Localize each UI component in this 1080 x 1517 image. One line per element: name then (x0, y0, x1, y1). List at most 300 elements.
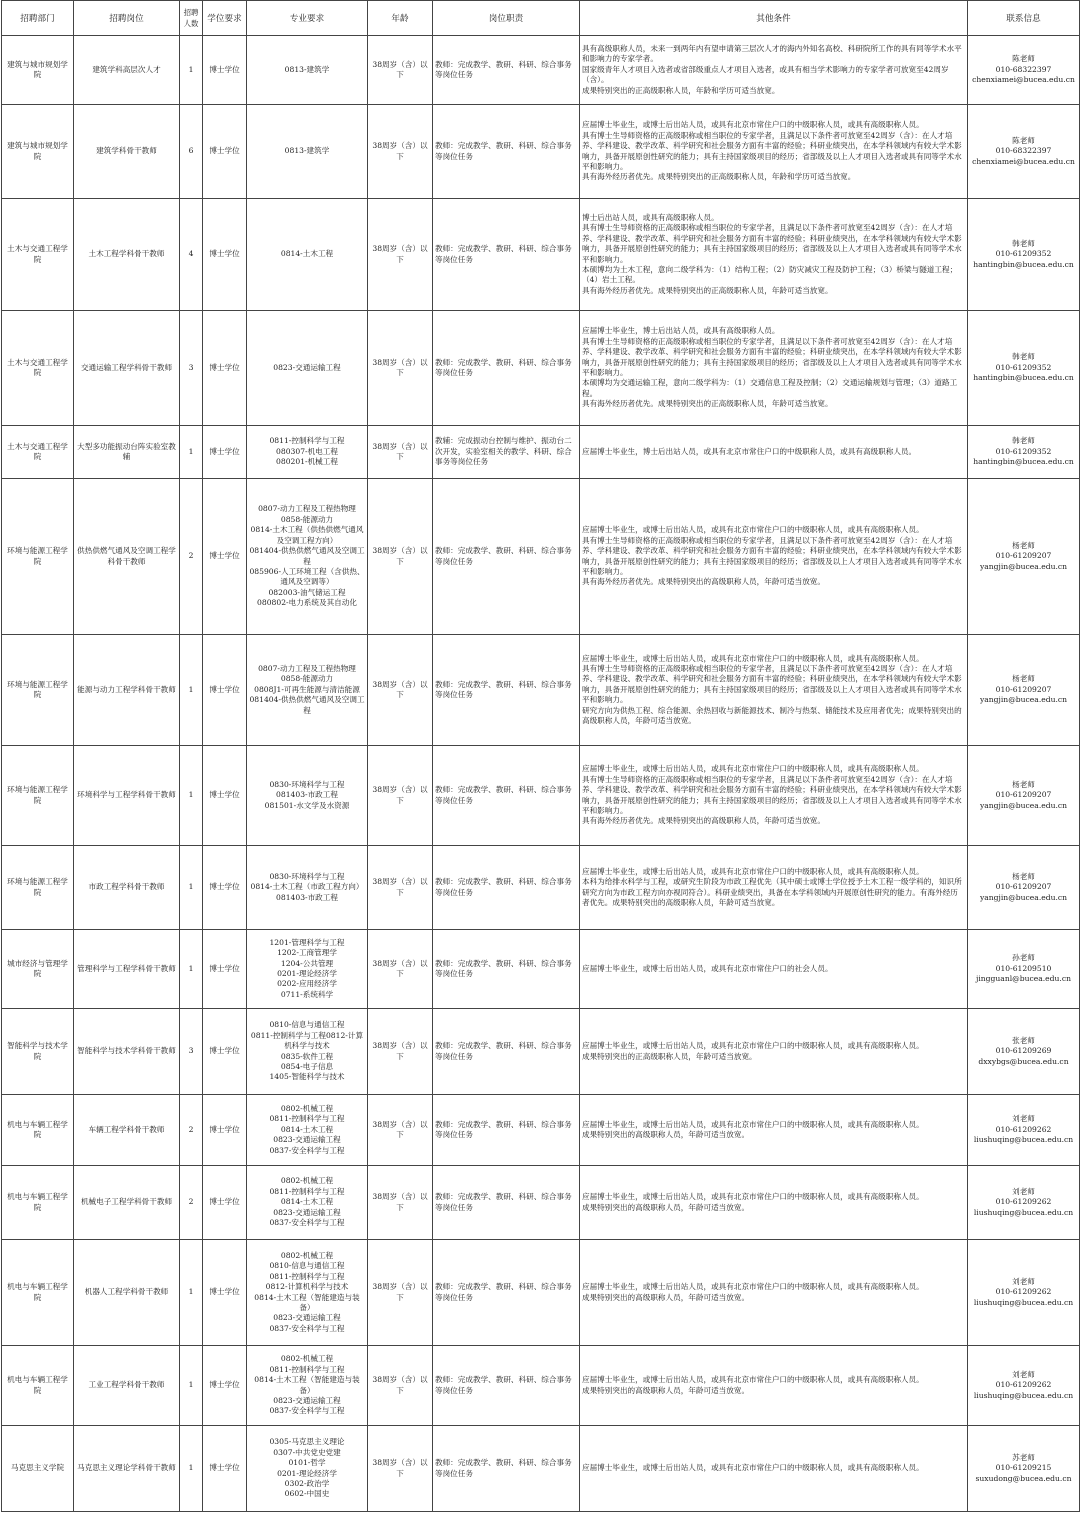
header-row (2, 1, 1080, 36)
condition-line: 应届博士毕业生，博士后出站人员，或具有北京市常住户口的中级职称人员，或具有高级职称人员。 (582, 446, 917, 456)
major-line: 081403-市政工程 (276, 892, 338, 902)
major-line: 0837-安全科学与工程 (269, 1145, 345, 1155)
cell-conditions (580, 311, 968, 426)
major-line: 081403-市政工程 (276, 790, 338, 800)
major-line: 0602-中国史 (284, 1489, 330, 1499)
cell-conditions (580, 1095, 968, 1166)
major-line: 0814-土木工程 (280, 249, 334, 259)
cell-num: 1 (180, 36, 203, 105)
cell-degree: 博士学位 (203, 105, 247, 199)
contact-line: chenxiamei@bucea.edu.cn (972, 156, 1075, 166)
condition-line: 成果特别突出的高级职称人员，年龄可适当放宽。 (582, 1130, 750, 1139)
cell-num: 4 (180, 199, 203, 311)
condition-line: 应届博士毕业生，或博士后出站人员，或具有北京市常住户口的中级职称人员，或具有高级职称人员。 (582, 120, 924, 130)
cell-age: 38周岁（含）以下 (368, 199, 433, 311)
cell-contact (968, 311, 1080, 426)
contact-line: yangjin@bucea.edu.cn (979, 561, 1068, 571)
condition-line: 国家级青年人才项目入选者或省部级重点人才项目入选者，或具有相当学术影响力的专家学者可放宽至42周岁（含）。 (582, 64, 949, 85)
major-line: 085906-人工环境工程（含供热、通风及空调等） (249, 566, 365, 587)
contact-line: 010-61209207 (995, 882, 1052, 892)
condition-line: 应届博士毕业生，或博士后出站人员，或具有北京市常住户口的中级职称人员，或具有高级职称人员。 (582, 653, 924, 663)
major-line: 0837-安全科学与工程 (269, 1323, 345, 1333)
cell-major (247, 311, 368, 426)
contact-line: 陈老师 (1012, 135, 1035, 145)
contact-line: 韩老师 (1012, 352, 1035, 362)
cell-conditions (580, 635, 968, 746)
major-line: 081404-供热供燃气通风及空调工程 (249, 546, 365, 566)
table-row (2, 199, 1080, 311)
contact-line: 杨老师 (1012, 779, 1035, 789)
major-line: 0802-机械工程 (280, 1354, 334, 1364)
contact-line: 010-61209262 (995, 1124, 1052, 1134)
cell-post: 管理科学与工程学科骨干教师 (74, 930, 180, 1009)
cell-post: 交通运输工程学科骨干教师 (74, 311, 180, 426)
condition-line: 应届博士毕业生，或博士后出站人员，或具有北京市常住户口的中级职称人员，或具有高级职称人员。 (582, 525, 924, 535)
major-line: 0807-动力工程及工程热物理 (258, 504, 356, 514)
cell-major (247, 746, 368, 846)
condition-line: 应届博士毕业生，或博士后出站人员，或具有北京市常住户口的中级职称人员，或具有高级职称人员。 (582, 764, 924, 774)
major-line: 0101-哲学 (288, 1458, 326, 1468)
cell-age: 38周岁（含）以下 (368, 479, 433, 635)
table-body (2, 36, 1080, 1512)
contact-line: 010-68322397 (995, 64, 1052, 74)
major-line: 0811-控制科学与工程0812-计算机科学与技术 (250, 1030, 364, 1051)
major-line: 0814-土木工程（供热供燃气通风及空调工程方向） (250, 525, 364, 545)
cell-post: 建筑学科高层次人才 (74, 36, 180, 105)
contact-line: 韩老师 (1012, 238, 1035, 248)
cell-contact (968, 479, 1080, 635)
cell-duty: 教师：完成教学、教研、科研、综合事务等岗位任务 (433, 36, 580, 105)
cell-conditions (580, 746, 968, 846)
major-line: 0802-机械工程 (280, 1103, 334, 1113)
cell-conditions (580, 1166, 968, 1240)
cell-dept: 土木与交通工程学院 (2, 199, 74, 311)
cell-duty: 教辅：完成振动台控制与维护、振动台二次开发，实验室相关的教学、科研、综合事务等岗位任务 (433, 426, 580, 479)
cell-age: 38周岁（含）以下 (368, 746, 433, 846)
major-line: 0811-控制科学与工程 (269, 1364, 345, 1374)
major-line: 0802-机械工程 (280, 1176, 334, 1186)
major-line: 0823-交通运输工程 (273, 1135, 341, 1145)
cell-dept: 机电与车辆工程学院 (2, 1346, 74, 1426)
major-line: 0811-控制科学与工程 (269, 1114, 345, 1124)
cell-duty: 教师：完成教学、教研、科研、综合事务等岗位任务 (433, 635, 580, 746)
cell-duty: 教师：完成教学、教研、科研、综合事务等岗位任务 (433, 1095, 580, 1166)
contact-line: 010-61209510 (995, 963, 1052, 973)
major-line: 0711-系统科学 (280, 989, 334, 999)
cell-contact (968, 1166, 1080, 1240)
cell-conditions (580, 1009, 968, 1095)
condition-line: 具有博士生导师资格的正高级职称或相当职位的专家学者，且满足以下条件者可放宽至42周岁（含）：在人才培养、学科建设、教学改革、科学研究和社会服务方面有丰富的经验；科研业绩突出，在本学科领域内有较大学术影响力，具备开展原创性研究的能力；具有主持国家级项目的经历；省部级及以上人才项目入选者或具有同等学术水平和影响力。 (582, 774, 962, 815)
cell-conditions (580, 1426, 968, 1512)
condition-line: 具有高级职称人员，未来一到两年内有望申请第三层次人才的海内外知名高校、科研院所工作的具有同等学术水平和影响力的专家学者。 (582, 43, 962, 64)
cell-degree: 博士学位 (203, 635, 247, 746)
cell-degree: 博士学位 (203, 36, 247, 105)
cell-post: 供热供燃气通风及空调工程学科骨干教师 (74, 479, 180, 635)
cell-post: 机械电子工程学科骨干教师 (74, 1166, 180, 1240)
table-row (2, 1346, 1080, 1426)
cell-conditions (580, 846, 968, 930)
major-line: 0302-政治学 (284, 1478, 330, 1488)
cell-age: 38周岁（含）以下 (368, 1009, 433, 1095)
cell-dept: 机电与车辆工程学院 (2, 1166, 74, 1240)
major-line: 1201-管理科学与工程 (269, 937, 345, 947)
cell-dept: 机电与车辆工程学院 (2, 1095, 74, 1166)
table-row (2, 105, 1080, 199)
contact-line: 刘老师 (1012, 1114, 1035, 1124)
major-line: 1405-智能科学与技术 (269, 1072, 345, 1082)
cell-contact (968, 36, 1080, 105)
cell-contact (968, 635, 1080, 746)
recruitment-table (1, 0, 1080, 1512)
condition-line: 本硕博均为交通运输工程，意向二级学科为：（1）交通信息工程及控制；（2）交通运输规划与管理；（3）道路工程。 (582, 378, 958, 398)
major-line: 081404-供热供燃气通风及空调工程 (249, 695, 365, 715)
cell-num: 1 (180, 1346, 203, 1426)
cell-conditions (580, 36, 968, 105)
cell-conditions (580, 199, 968, 311)
cell-post: 车辆工程学科骨干教师 (74, 1095, 180, 1166)
cell-degree: 博士学位 (203, 930, 247, 1009)
condition-line: 具有海外经历者优先。成果特别突出的高级职称人员，年龄可适当放宽。 (582, 816, 825, 826)
condition-line: 应届博士毕业生，或博士后出站人员，或具有北京市常住户口的中级职称人员，或具有高级职称人员。 (582, 866, 924, 876)
table-row (2, 1426, 1080, 1512)
cell-dept: 建筑与城市规划学院 (2, 105, 74, 199)
major-line: 0810-信息与通信工程 (269, 1261, 345, 1271)
condition-line: 应届博士毕业生，或博士后出站人员，或具有北京市常住户口的中级职称人员，或具有高级职称人员。 (582, 1463, 924, 1473)
cell-contact (968, 1009, 1080, 1095)
major-line: 0814-土木工程（智能建造与装备） (254, 1292, 360, 1312)
cell-major (247, 846, 368, 930)
cell-degree: 博士学位 (203, 1166, 247, 1240)
condition-line: 具有海外经历者优先。成果特别突出的高级职称人员，年龄可适当放宽。 (582, 577, 825, 587)
contact-line: suxudong@bucea.edu.cn (975, 1473, 1072, 1483)
contact-line: 刘老师 (1012, 1186, 1035, 1196)
major-line: 080307-机电工程 (276, 446, 338, 456)
cell-contact (968, 1346, 1080, 1426)
condition-line: 成果特别突出的正高级职称人员，年龄可适当放宽。 (582, 1051, 757, 1061)
cell-duty: 教师：完成教学、教研、科研、综合事务等岗位任务 (433, 1166, 580, 1240)
condition-line: 具有博士生导师资格的正高级职称或相当职位的专家学者，且满足以下条件者可放宽至42周岁（含）：在人才培养、学科建设、教学改革、科学研究和社会服务方面有丰富的经验；科研业绩突出，在本学科领域内有较大学术影响力，具备开展原创性研究的能力；具有主持国家级项目的经历；省部级及以上人才项目入选者或具有同等学术水平和影响力。 (582, 336, 962, 377)
major-line: 0854-电子信息 (280, 1061, 334, 1071)
major-line: 1204-公共管理 (280, 958, 334, 968)
cell-dept: 智能科学与技术学院 (2, 1009, 74, 1095)
contact-line: 刘老师 (1012, 1276, 1035, 1286)
major-line: 0305-马克思主义理论 (269, 1437, 345, 1447)
major-line: 0811-控制科学与工程 (269, 1271, 345, 1281)
major-line: 0823-交通运输工程 (273, 362, 341, 372)
major-line: 0823-交通运输工程 (273, 1395, 341, 1405)
cell-contact (968, 930, 1080, 1009)
cell-duty: 教师：完成教学、教研、科研、综合事务等岗位任务 (433, 479, 580, 635)
contact-line: 010-61209207 (995, 684, 1052, 694)
condition-line: 应届博士毕业生，或博士后出站人员，或具有北京市常住户口的中级职称人员，或具有高级职称人员。 (582, 1375, 924, 1385)
major-line: 0307-中共党史党建 (273, 1447, 341, 1457)
cell-duty: 教师：完成教学、教研、科研、综合事务等岗位任务 (433, 846, 580, 930)
cell-age: 38周岁（含）以下 (368, 635, 433, 746)
cell-contact (968, 746, 1080, 846)
contact-line: hantingbin@bucea.edu.cn (973, 373, 1074, 383)
contact-line: liushuqing@bucea.edu.cn (973, 1297, 1074, 1307)
cell-num: 1 (180, 1426, 203, 1512)
table-row (2, 36, 1080, 105)
cell-age: 38周岁（含）以下 (368, 311, 433, 426)
cell-major (247, 426, 368, 479)
cell-major (247, 1346, 368, 1426)
major-line: 0858-能源动力 (280, 674, 334, 684)
cell-degree: 博士学位 (203, 479, 247, 635)
condition-line: 本科为给排水科学与工程，或研究生阶段为市政工程优先（其中硕士或博士学位授予土木工程一级学科的，知识所研究方向为市政工程方向亦视同符合）。科研业绩突出，具备在本学科领域内开展原创性研究的能力。有海外经历者优先。成果特别突出的高级职称人员，年龄可适当放宽。 (582, 877, 962, 907)
contact-line: jingguanl@bucea.edu.cn (976, 974, 1071, 984)
contact-line: 010-61209352 (995, 362, 1052, 372)
major-line: 0814-土木工程（市政工程方向） (250, 882, 364, 892)
cell-degree: 博士学位 (203, 426, 247, 479)
cell-num: 2 (180, 1095, 203, 1166)
table-row (2, 635, 1080, 746)
cell-degree: 博士学位 (203, 1240, 247, 1346)
contact-line: 张老师 (1012, 1035, 1035, 1045)
condition-line: 研究方向为供热工程、综合能源、余热回收与新能源技术、制冷与热泵、储能技术及应用者优先；成果特别突出的高级职称人员，年龄可适当放宽。 (582, 705, 962, 726)
condition-line: 应届博士毕业生，或博士后出站人员，或具有北京市常住户口的中级职称人员，或具有高级职称人员。 (582, 1282, 924, 1292)
cell-dept: 环境与能源工程学院 (2, 479, 74, 635)
contact-line: 韩老师 (1012, 436, 1035, 446)
cell-major (247, 36, 368, 105)
cell-degree: 博士学位 (203, 1009, 247, 1095)
cell-duty: 教师：完成教学、教研、科研、综合事务等岗位任务 (433, 1346, 580, 1426)
major-line: 0830-环境科学与工程 (269, 779, 345, 789)
table-row (2, 846, 1080, 930)
contact-line: hantingbin@bucea.edu.cn (973, 259, 1074, 269)
cell-num: 3 (180, 1009, 203, 1095)
cell-dept: 机电与车辆工程学院 (2, 1240, 74, 1346)
condition-line: 应届博士毕业生，或博士后出站人员，或具有北京市常住户口的中级职称人员，或具有高级职称人员。 (582, 1192, 924, 1202)
cell-age: 38周岁（含）以下 (368, 1095, 433, 1166)
cell-post: 能源与动力工程学科骨干教师 (74, 635, 180, 746)
cell-age: 38周岁（含）以下 (368, 846, 433, 930)
condition-line: 具有海外经历者优先。成果特别突出的正高级职称人员，年龄可适当放宽。 (582, 285, 833, 295)
contact-line: 杨老师 (1012, 871, 1035, 881)
contact-line: 010-61209207 (995, 790, 1052, 800)
cell-conditions (580, 1240, 968, 1346)
major-line: 1202-工商管理学 (277, 948, 337, 958)
table-row (2, 1166, 1080, 1240)
major-line: 0835-软件工程 (280, 1051, 334, 1061)
cell-contact (968, 846, 1080, 930)
cell-major (247, 635, 368, 746)
major-line: 080802-电力系统及其自动化 (257, 598, 357, 608)
contact-line: 杨老师 (1012, 540, 1035, 550)
major-line: 0814-土木工程（智能建造与装备） (254, 1375, 360, 1395)
contact-line: yangjin@bucea.edu.cn (979, 800, 1068, 810)
cell-duty: 教师：完成教学、教研、科研、综合事务等岗位任务 (433, 746, 580, 846)
cell-age: 38周岁（含）以下 (368, 105, 433, 199)
major-line: 0814-土木工程 (280, 1197, 334, 1207)
table-row (2, 311, 1080, 426)
cell-dept: 环境与能源工程学院 (2, 746, 74, 846)
contact-line: 010-61209262 (995, 1197, 1052, 1207)
major-line: 0802-机械工程 (280, 1250, 334, 1260)
cell-num: 2 (180, 1166, 203, 1240)
condition-line: 具有海外经历者优先。成果特别突出的正高级职称人员，年龄可适当放宽。 (582, 399, 833, 409)
condition-line: 博士后出站人员，或具有高级职称人员。 (582, 212, 719, 222)
condition-line: 成果特别突出的高级职称人员，年龄可适当放宽。 (582, 1202, 750, 1212)
major-line: 0202-应用经济学 (277, 979, 337, 989)
major-line: 080201-机械工程 (276, 457, 338, 467)
condition-line: 具有博士生导师资格的正高级职称或相当职位的专家学者，且满足以下条件者可放宽至42周岁（含）：在人才培养、学科建设、教学改革、科学研究和社会服务方面有丰富的经验；科研业绩突出，在本学科领域内有较大学术影响力，具备开展原创性研究的能力；具有主持国家级项目的经历；省部级及以上人才项目入选者或具有同等学术水平和影响力。 (582, 223, 962, 264)
major-line: 0201-理论经济学 (277, 1468, 337, 1478)
cell-post: 市政工程学科骨干教师 (74, 846, 180, 930)
table-row (2, 746, 1080, 846)
cell-major (247, 105, 368, 199)
cell-conditions (580, 479, 968, 635)
cell-num: 1 (180, 846, 203, 930)
cell-duty: 教师：完成教学、教研、科研、综合事务等岗位任务 (433, 1426, 580, 1512)
cell-duty: 教师：完成教学、教研、科研、综合事务等岗位任务 (433, 105, 580, 199)
major-line: 0810-信息与通信工程 (269, 1020, 345, 1030)
contact-line: 苏老师 (1012, 1452, 1035, 1462)
cell-dept: 土木与交通工程学院 (2, 426, 74, 479)
cell-degree: 博士学位 (203, 311, 247, 426)
cell-major (247, 479, 368, 635)
condition-line: 应届博士毕业生，或博士后出站人员，或具有北京市常住户口的中级职称人员，或具有高级职称人员。 (582, 1119, 924, 1129)
contact-line: 010-61209207 (995, 551, 1052, 561)
contact-line: 孙老师 (1012, 953, 1035, 963)
major-line: 0830-环境科学与工程 (269, 871, 345, 881)
header-major: 专业要求 (247, 1, 368, 36)
cell-dept: 城市经济与管理学院 (2, 930, 74, 1009)
major-line: 081501-水文学及水资源 (264, 800, 350, 810)
major-line: 0837-安全科学与工程 (269, 1218, 345, 1228)
major-line: 0823-交通运输工程 (273, 1207, 341, 1217)
table-row (2, 1240, 1080, 1346)
major-line: 0811-控制科学与工程 (269, 436, 345, 446)
cell-post: 大型多功能振动台阵实验室教辅 (74, 426, 180, 479)
contact-line: dxxybgs@bucea.edu.cn (978, 1056, 1069, 1066)
cell-dept: 环境与能源工程学院 (2, 846, 74, 930)
cell-num: 2 (180, 479, 203, 635)
header-num: 招聘人数 (180, 1, 203, 36)
major-line: 0811-控制科学与工程 (269, 1186, 345, 1196)
contact-line: 010-61209262 (995, 1380, 1052, 1390)
cell-num: 1 (180, 426, 203, 479)
contact-line: chenxiamei@bucea.edu.cn (972, 75, 1075, 85)
contact-line: 010-61209269 (995, 1046, 1052, 1056)
cell-age: 38周岁（含）以下 (368, 1240, 433, 1346)
cell-num: 1 (180, 746, 203, 846)
contact-line: 010-61209352 (995, 249, 1052, 259)
contact-line: hantingbin@bucea.edu.cn (973, 457, 1074, 467)
cell-duty: 教师：完成教学、教研、科研、综合事务等岗位任务 (433, 1240, 580, 1346)
cell-num: 3 (180, 311, 203, 426)
header-conditions: 其他条件 (580, 1, 968, 36)
cell-major (247, 1009, 368, 1095)
table-row (2, 930, 1080, 1009)
cell-post: 马克思主义理论学科骨干教师 (74, 1426, 180, 1512)
cell-duty: 教师：完成教学、教研、科研、综合事务等岗位任务 (433, 930, 580, 1009)
cell-conditions (580, 426, 968, 479)
cell-conditions (580, 930, 968, 1009)
condition-line: 成果特别突出的高级职称人员，年龄可适当放宽。 (582, 1292, 750, 1302)
cell-age: 38周岁（含）以下 (368, 426, 433, 479)
cell-num: 1 (180, 930, 203, 1009)
cell-contact (968, 1426, 1080, 1512)
major-line: 0808J1-可再生能源与清洁能源 (254, 684, 360, 694)
cell-age: 38周岁（含）以下 (368, 1426, 433, 1512)
contact-line: 刘老师 (1012, 1369, 1035, 1379)
major-line: 0813-建筑学 (284, 64, 330, 74)
contact-line: 陈老师 (1012, 54, 1035, 64)
major-line: 0837-安全科学与工程 (269, 1406, 345, 1416)
major-line: 0807-动力工程及工程热物理 (258, 663, 356, 673)
cell-duty: 教师：完成教学、教研、科研、综合事务等岗位任务 (433, 199, 580, 311)
cell-dept: 建筑与城市规划学院 (2, 36, 74, 105)
cell-major (247, 930, 368, 1009)
condition-line: 具有博士生导师资格的正高级职称或相当职位的专家学者，且满足以下条件者可放宽至42周岁（含）：在人才培养、学科建设、教学改革、科学研究和社会服务方面有丰富的经验；科研业绩突出，在本学科领域内有较大学术影响力，具备开展原创性研究的能力；具有主持国家级项目的经历；省部级及以上人才项目入选者或具有同等学术水平和影响力。 (582, 663, 962, 705)
major-line: 0858-能源动力 (280, 514, 334, 524)
contact-line: liushuqing@bucea.edu.cn (973, 1390, 1074, 1400)
header-age: 年龄 (368, 1, 433, 36)
cell-conditions (580, 105, 968, 199)
contact-line: 010-61209352 (995, 446, 1052, 456)
cell-contact (968, 1240, 1080, 1346)
cell-age: 38周岁（含）以下 (368, 36, 433, 105)
contact-line: 杨老师 (1012, 674, 1035, 684)
cell-degree: 博士学位 (203, 1095, 247, 1166)
major-line: 0201-理论经济学 (277, 969, 337, 978)
cell-degree: 博士学位 (203, 199, 247, 311)
condition-line: 应届博士毕业生，或博士后出站人员，或具有北京市常住户口的中级职称人员，或具有高级职称人员。 (582, 1041, 924, 1051)
contact-line: liushuqing@bucea.edu.cn (973, 1207, 1074, 1217)
contact-line: 010-68322397 (995, 146, 1052, 156)
major-line: 0812-计算机科学与技术 (265, 1282, 349, 1292)
contact-line: liushuqing@bucea.edu.cn (973, 1135, 1074, 1145)
table-row (2, 1009, 1080, 1095)
cell-post: 智能科学与技术学科骨干教师 (74, 1009, 180, 1095)
header-contact: 联系信息 (968, 1, 1080, 36)
major-line: 0823-交通运输工程 (273, 1313, 341, 1323)
major-line: 082003-油气储运工程 (268, 587, 346, 597)
cell-age: 38周岁（含）以下 (368, 1346, 433, 1426)
cell-contact (968, 1095, 1080, 1166)
cell-duty: 教师：完成教学、教研、科研、综合事务等岗位任务 (433, 1009, 580, 1095)
cell-degree: 博士学位 (203, 846, 247, 930)
contact-line: yangjin@bucea.edu.cn (979, 892, 1068, 902)
cell-num: 1 (180, 1240, 203, 1346)
cell-post: 环境科学与工程学科骨干教师 (74, 746, 180, 846)
cell-num: 1 (180, 635, 203, 746)
table-row (2, 426, 1080, 479)
major-line: 0814-土木工程 (280, 1124, 334, 1134)
header-dept: 招聘部门 (2, 1, 74, 36)
cell-dept: 环境与能源工程学院 (2, 635, 74, 746)
cell-num: 6 (180, 105, 203, 199)
header-duty: 岗位职责 (433, 1, 580, 36)
major-line: 0813-建筑学 (284, 146, 330, 156)
cell-contact (968, 199, 1080, 311)
condition-line: 成果特别突出的高级职称人员，年龄可适当放宽。 (582, 1385, 750, 1395)
cell-degree: 博士学位 (203, 1346, 247, 1426)
cell-post: 土木工程学科骨干教师 (74, 199, 180, 311)
cell-degree: 博士学位 (203, 1426, 247, 1512)
header-degree: 学位要求 (203, 1, 247, 36)
cell-post: 建筑学科骨干教师 (74, 105, 180, 199)
cell-major (247, 1426, 368, 1512)
cell-contact (968, 105, 1080, 199)
cell-age: 38周岁（含）以下 (368, 1166, 433, 1240)
condition-line: 具有博士生导师资格的正高级职称或相当职位的专家学者，且满足以下条件者可放宽至42周岁（含）：在人才培养、学科建设、教学改革、科学研究和社会服务方面有丰富的经验；科研业绩突出，在本学科领域内有较大学术影响力，具备开展原创性研究的能力；具有主持国家级项目的经历；省部级及以上人才项目入选者或具有同等学术水平和影响力。 (582, 535, 962, 576)
header-post: 招聘岗位 (74, 1, 180, 36)
table-row (2, 479, 1080, 635)
cell-post: 工业工程学科骨干教师 (74, 1346, 180, 1426)
condition-line: 具有博士生导师资格的正高级职称或相当职位的专家学者，且满足以下条件者可放宽至42周岁（含）：在人才培养、学科建设、教学改革、科学研究和社会服务方面有丰富的经验；科研业绩突出，在本学科领域内有较大学术影响力，具备开展原创性研究的能力；具有主持国家级项目的经历；省部级及以上人才项目入选者或具有同等学术水平和影响力。 (582, 130, 962, 171)
